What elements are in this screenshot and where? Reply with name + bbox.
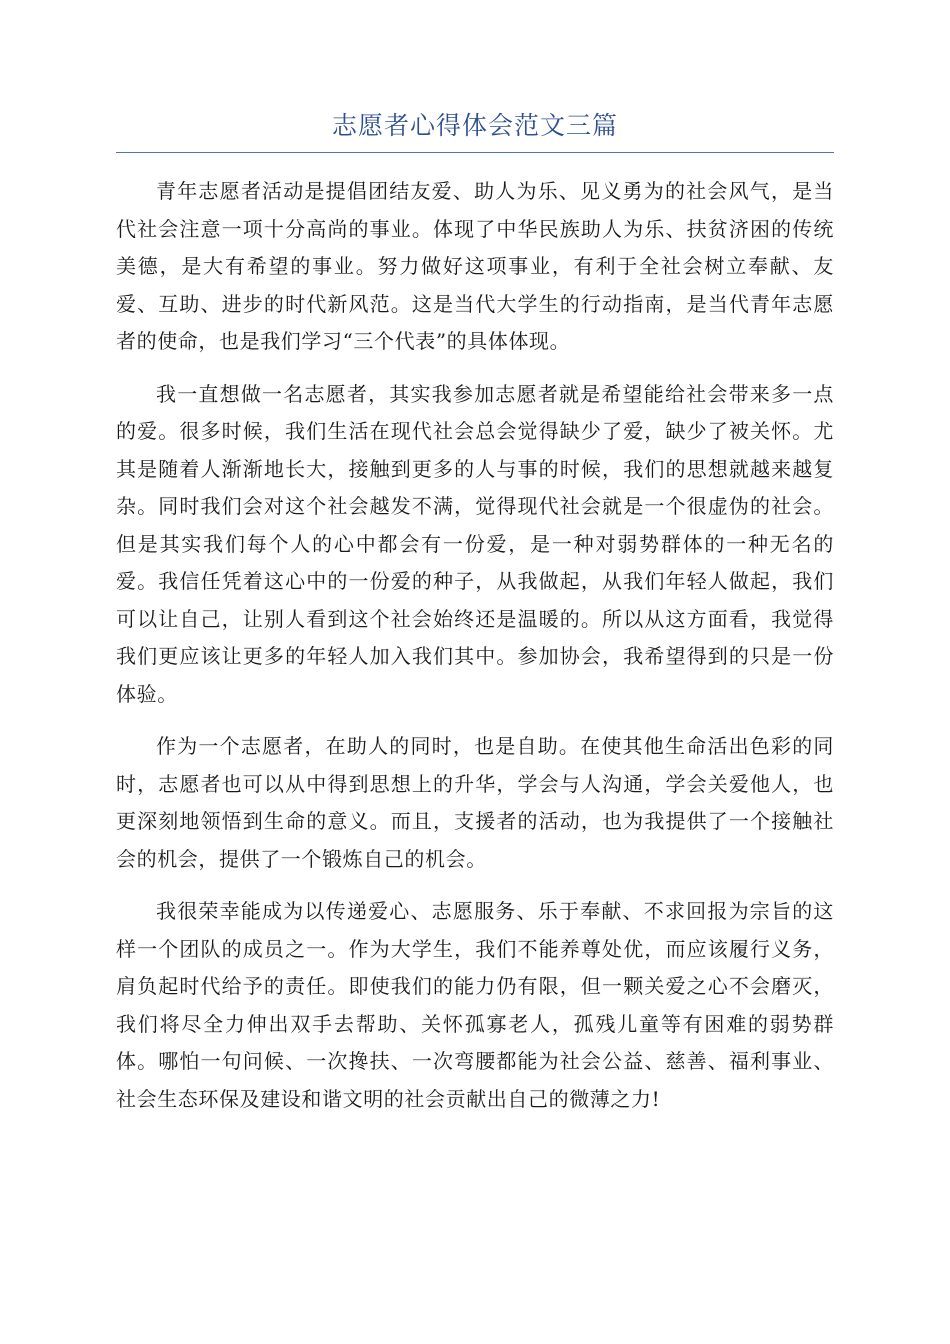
paragraph-2: 我一直想做一名志愿者，其实我参加志愿者就是希望能给社会带来多一点的爱。很多时候，我们生活在现代社会总会觉得缺少了爱，缺少了被关怀。尤其是随着人渐渐地长大，接触到更多的人与事的时候，我们的思想就越来越复杂。同时我们会对这个社会越发不满，觉得现代社会就是一个很虚伪的社会。但是其实我们每个人的心中都会有一份爱，是一种对弱势群体的一种无名的爱。我信任凭着这心中的一份爱的种子，从我做起，从我们年轻人做起，我们可以让自己，让别人看到这个社会始终还是温暖的。所以从这方面看，我觉得我们更应该让更多的年轻人加入我们其中。参加协会，我希望得到的只是一份体验。 <box>116 381 834 706</box>
paragraph-1: 青年志愿者活动是提倡团结友爱、助人为乐、见义勇为的社会风气，是当代社会注意一项十分高尚的事业。体现了中华民族助人为乐、扶贫济困的传统美德，是大有希望的事业。努力做好这项事业，有利于全社会树立奉献、友爱、互助、进步的时代新风范。这是当代大学生的行动指南，是当代青年志愿者的使命，也是我们学习“三个代表”的具体体现。 <box>116 179 834 353</box>
paragraph-3: 作为一个志愿者，在助人的同时，也是自助。在使其他生命活出色彩的同时，志愿者也可以从中得到思想上的升华，学会与人沟通，学会关爱他人，也更深刻地领悟到生命的意义。而且，支援者的活动，也为我提供了一个接触社会的机会，提供了一个锻炼自己的机会。 <box>116 734 834 871</box>
document-body <box>116 173 834 1118</box>
document-page <box>116 108 834 1133</box>
document-title: 志愿者心得体会范文三篇 <box>116 108 834 153</box>
paragraph-4: 我很荣幸能成为以传递爱心、志愿服务、乐于奉献、不求回报为宗旨的这样一个团队的成员之一。作为大学生，我们不能养尊处优，而应该履行义务，肩负起时代给予的责任。即使我们的能力仍有限，但一颗关爱之心不会磨灭，我们将尽全力伸出双手去帮助、关怀孤寡老人，孤残儿童等有困难的弱势群体。哪怕一句问候、一次搀扶、一次弯腰都能为社会公益、慈善、福利事业、社会生态环保及建设和谐文明的社会贡献出自己的微薄之力! <box>116 899 834 1111</box>
